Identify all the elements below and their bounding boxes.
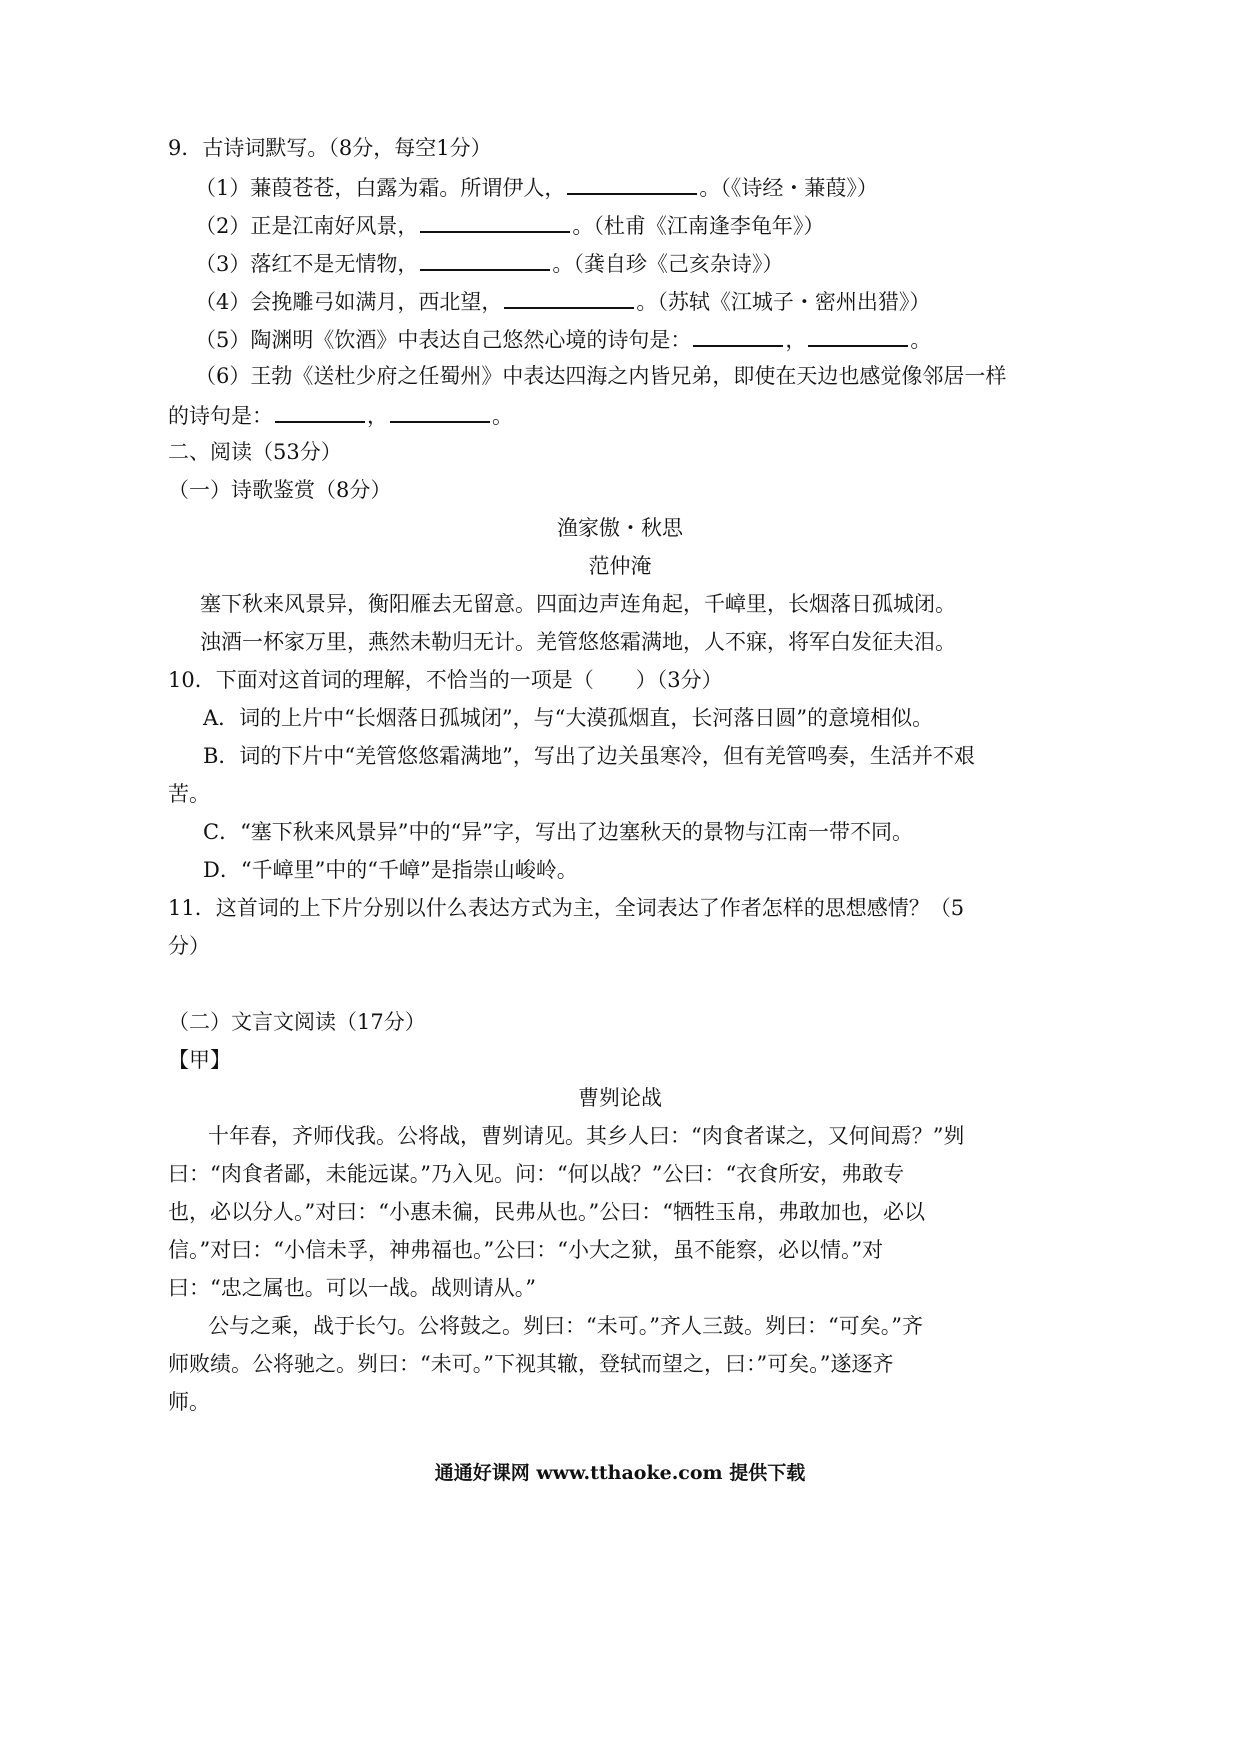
poem-author: 范仲淹 xyxy=(588,554,652,578)
passage-title: 曹刿论战 xyxy=(578,1086,662,1110)
answer-blank xyxy=(420,247,550,271)
answer-blank xyxy=(693,323,783,347)
answer-blank xyxy=(275,399,365,423)
answer-blank xyxy=(390,399,490,423)
page-footer: 通通好课网 www.tthaoke.com 提供下载 xyxy=(434,1462,806,1484)
poem-title: 渔家傲・秋思 xyxy=(557,516,683,540)
answer-blank xyxy=(567,171,697,195)
answer-blank xyxy=(808,323,908,347)
answer-blank xyxy=(504,285,634,309)
answer-blank xyxy=(420,209,570,233)
